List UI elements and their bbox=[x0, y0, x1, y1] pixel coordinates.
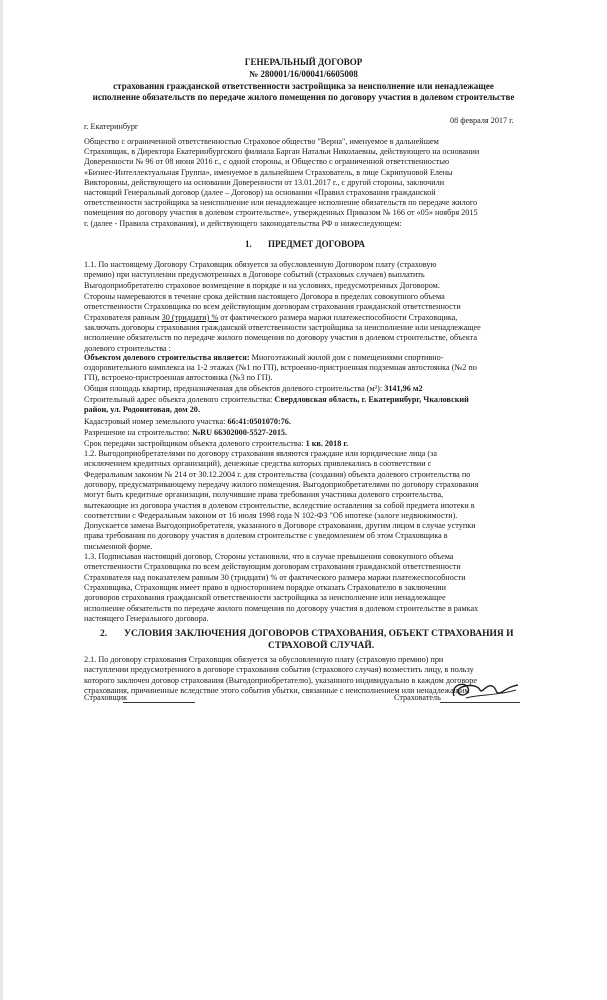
section-1-number: 1. bbox=[245, 239, 252, 249]
s1p3-line: ответственности Страховщика по всем действующим договорам страхования гражданской ответственности bbox=[84, 562, 461, 572]
permit-value: №RU 66302000-5527-2015. bbox=[191, 428, 288, 437]
address-line-2: район, ул. Родонитовая, дом 20. bbox=[84, 405, 200, 414]
s1p1-line: 1.1. По настоящему Договору Страховщик обязуется за обусловленную Договором плату (страховую bbox=[84, 260, 437, 269]
s1rest-line: долевого строительства : bbox=[84, 343, 171, 353]
s1p3-line: 1.3. Подписывая настоящий договор, Стороны установили, что в случае превышения совокупного объема bbox=[84, 552, 454, 561]
object-line-3: ГП), встроено-пристроенная автостоянка (№3 по ГП). bbox=[84, 373, 273, 382]
permit-line bbox=[84, 428, 287, 438]
s1p2-line: письменной форме. bbox=[84, 541, 153, 551]
object-line-2: оздоровительного комплекса на 1-2 этажах (№1 по ГП), встроенно-пристроенная подземная автостоянка (№2 по bbox=[84, 363, 477, 372]
preamble-line: Страховщик, в Директора Екатеринбургского филиала Барган Натальи Николаевны, действующего на основании bbox=[84, 147, 480, 157]
s1p2-line: Допускается замена Выгодоприобретателя, указанного в Договоре страхования, другим лицом в случае уступки bbox=[84, 521, 476, 531]
s1p2-line: могут быть кредитные организации, получившие права требования участника долевого строительства, bbox=[84, 490, 444, 500]
address-value-1: Свердловская область, г. Екатеринбург, Чкаловский bbox=[274, 395, 469, 404]
contract-subject-line-2: исполнение обязательств по передаче жилого помещения по договору участия в долевом строительстве bbox=[92, 92, 515, 102]
preamble-line: настоящий Генеральный договор (далее – Договор) на основании «Правил страхования гражданской bbox=[84, 188, 436, 197]
cadastre-label: Кадастровый номер земельного участка: bbox=[84, 417, 228, 426]
handwritten-signature bbox=[446, 676, 524, 704]
section-1-title: ПРЕДМЕТ ДОГОВОРА bbox=[268, 239, 365, 249]
permit-label: Разрешение на строительство: bbox=[84, 428, 192, 437]
address-label: Строительный адрес объекта долевого строительства: bbox=[84, 395, 275, 404]
s1p1-line: Выгодоприобретателю страховое возмещение в порядке и на условиях, предусмотренных Договором. bbox=[84, 280, 440, 290]
preamble-line: Общество с ограниченной ответственностью Страховое общество "Верна", именуемое в дальнейшем bbox=[84, 137, 439, 146]
s1p3-line: Страхователя над показателем равным 30 (тридцати) % от фактического размера маржи платежеспособности bbox=[84, 572, 466, 582]
preamble-line: Викторовны, действующего на основании Доверенности от 13.01.2017 г., с другой стороны, заключили bbox=[84, 177, 445, 187]
deadline-line bbox=[84, 439, 348, 449]
place: г. Екатеринбург bbox=[84, 122, 139, 131]
s2p1-line: 2.1. По договору страхования Страховщик обязуется за обусловленную плату (страховую премию) при bbox=[84, 655, 444, 664]
margin-limit-post: от фактического размера маржи платежеспособности Страховщика, bbox=[218, 313, 458, 322]
s1p3-line: договоров страхования гражданской ответственности застройщика за неисполнение или ненадлежащее bbox=[84, 593, 446, 603]
signature-insured-label: Страхователь bbox=[394, 693, 441, 702]
deadline-value: 1 кв. 2018 г. bbox=[305, 439, 349, 448]
s1p2-line: договору, предусматривающему передачу жилого помещения. Выгодоприобретателями по договору страхования bbox=[84, 479, 479, 489]
cadastre-value: 66:41:0501070:76. bbox=[227, 417, 291, 426]
section-2-title-line-1: УСЛОВИЯ ЗАКЛЮЧЕНИЯ ДОГОВОРОВ СТРАХОВАНИЯ, ОБЪЕКТ СТРАХОВАНИЯ И bbox=[124, 629, 514, 639]
margin-limit-value: 30 (тридцати) % bbox=[161, 313, 219, 322]
date: 08 февраля 2017 г. bbox=[450, 116, 514, 125]
area-line bbox=[84, 384, 423, 394]
preamble-line: Доверенности № 96 от 08 июня 2016 г., с одной стороны, и Общество с ограниченной ответственностью bbox=[84, 157, 450, 167]
s1parties-line: ответственности Страховщика по всем действующим договорам страхования гражданской ответственности bbox=[84, 302, 461, 312]
area-value: 3141,96 м2 bbox=[384, 384, 423, 393]
area-label: Общая площадь квартир, предназначенная для объектов долевого строительства (м²): bbox=[84, 384, 385, 393]
margin-limit-line bbox=[84, 313, 457, 323]
object-label: Объектом долевого строительства является: bbox=[84, 353, 250, 362]
preamble-line: ответственности застройщика за неисполнение или ненадлежащее исполнение обязательств по передаче жилого bbox=[84, 198, 478, 208]
s1parties-line: Стороны намереваются в течение срока действия настоящего Договора в пределах совокупного объема bbox=[84, 292, 445, 301]
margin-limit-pre: Страхователя равным bbox=[84, 313, 162, 322]
s1p2-line: вытекающие из договора участия в долевом строительстве, вследствие оставления за собой предмета ипотеки в bbox=[84, 500, 475, 510]
s1p2-line: исключением кредитных организаций), денежные средства которых привлекались в соответствии с bbox=[84, 459, 432, 469]
section-2-number: 2. bbox=[100, 629, 108, 639]
section-2-title-line-2: СТРАХОВОЙ СЛУЧАЙ. bbox=[268, 641, 375, 651]
cadastre-line bbox=[84, 417, 291, 427]
s1rest-line: исполнение обязательств по передаче жилого помещения по договору участия в долевом строительстве, объекта bbox=[84, 333, 477, 343]
scan-edge bbox=[0, 0, 3, 1000]
s1p2-line: Федеральным законом № 214 от 30.12.2004 г. для строительства (создания) объекта долевого строительства по bbox=[84, 469, 471, 479]
preamble-line: г. (далее - Правила страхования), и действующего законодательства РФ о нижеследующем: bbox=[84, 218, 402, 228]
signature-insurer-label: Страховщик bbox=[84, 693, 128, 702]
object-line-1 bbox=[84, 353, 444, 363]
s1p2-line: 1.2. Выгодоприобретателями по договору страхования являются граждане или юридические лица (за bbox=[84, 449, 438, 458]
s1rest-line: заключать договоры страхования гражданской ответственности застройщика за неисполнение или ненадлежащее bbox=[84, 323, 481, 332]
s1p2-line: соответствии с Федеральным законом от 16 июля 1998 года N 102-ФЗ "Об ипотеке (залоге недвижимости). bbox=[84, 510, 458, 520]
address-line-1 bbox=[84, 395, 469, 405]
s2p1-line: страхования, причиненные вследствие этого события убытки, связанные с неисполнением или ненадлежащим bbox=[84, 685, 470, 695]
signature-insurer-line bbox=[123, 701, 195, 703]
s1p1-line: премию) при наступлении предусмотренных в Договоре событий (страховых случаев) выплатить bbox=[84, 270, 425, 280]
s2p1-line: которого заключен договор страхования (Выгодоприобретателю), указанного индивидуально в каждом договоре bbox=[84, 675, 477, 685]
s1p3-line: настоящего Генерального договора. bbox=[84, 613, 209, 623]
object-text-1: Многоэтажный жилой дом с помещениями спортивно- bbox=[249, 353, 444, 362]
s1p2-line: права требования по договору участия в долевом строительстве с уведомлением об этом Страховщика в bbox=[84, 531, 448, 541]
contract-number: № 280001/16/00041/6605008 bbox=[249, 69, 358, 79]
s1p3-line: исполнение обязательств по передаче жилого помещения по договору участия в долевом строительстве в рамках bbox=[84, 603, 479, 613]
s1p3-line: Страховщика, Страховщик имеет право в одностороннем порядке отказать Страхователю в заключении bbox=[84, 582, 446, 592]
preamble-line: «Бизнес-Интеллектуальная Группа», именуемое в дальнейшем Страхователь, в лице Скрипуновой Елены bbox=[84, 167, 453, 177]
contract-subject-line-1: страхования гражданской ответственности застройщика за неисполнение или ненадлежащее bbox=[113, 81, 494, 91]
deadline-label: Срок передачи застройщиком объекта долевого строительства: bbox=[84, 439, 306, 448]
s2p1-line: наступлении предусмотренного в договоре страхования события (страхового случая) возместить лицу, в пользу bbox=[84, 665, 474, 675]
preamble-line: помещения по договору участия в долевом строительстве», утвержденных Приказом № 166 от «05» ноября 2015 bbox=[84, 208, 478, 218]
contract-title: ГЕНЕРАЛЬНЫЙ ДОГОВОР bbox=[244, 57, 363, 67]
